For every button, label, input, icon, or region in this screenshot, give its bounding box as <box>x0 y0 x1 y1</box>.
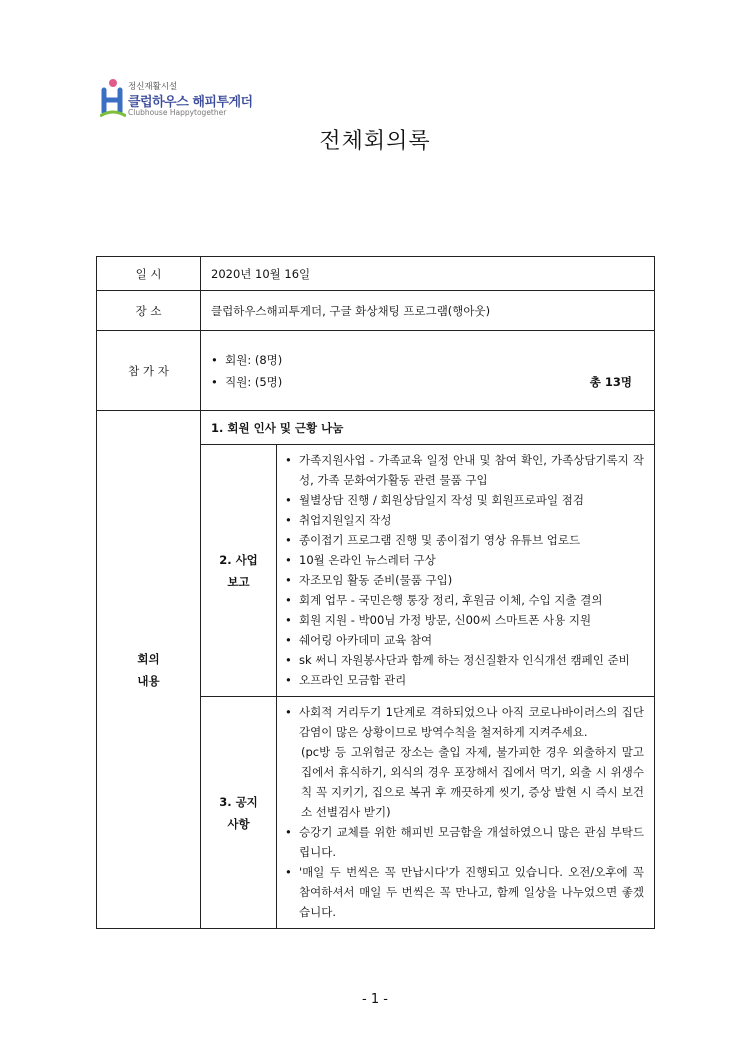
organization-logo <box>100 78 260 120</box>
section3-content <box>277 697 655 929</box>
report-item: • 가족지원사업 - 가족교육 일정 안내 및 참여 확인, 가족상담기록지 작성, 가족 문화여가활동 관련 물품 구입 <box>299 450 644 490</box>
place-value: 클럽하우스해피투게더, 구글 화상채팅 프로그램(행아웃) <box>201 291 655 331</box>
report-item: • 회계 업무 - 국민은행 통장 정리, 후원금 이체, 수입 지출 결의 <box>299 590 644 610</box>
section2-content <box>277 445 655 697</box>
page-number: - 1 - <box>362 992 388 1007</box>
report-item: • 월별상담 진행 / 회원상담일지 작성 및 회원프로파일 점검 <box>299 490 644 510</box>
content-label-line2: 내용 <box>137 673 160 688</box>
section1-row <box>97 411 655 445</box>
clubhouse-logo-icon <box>100 78 126 118</box>
section2-label-line1: 2. 사업 <box>219 552 258 567</box>
logo-caption: 정신재활시설 <box>128 82 178 92</box>
bullet-icon: • <box>211 374 218 389</box>
section3-list <box>277 702 654 922</box>
section1-heading: 1. 회원 인사 및 근황 나눔 <box>201 411 655 445</box>
staff-count: 직원: (5명) <box>225 374 283 389</box>
members-line <box>211 349 632 371</box>
report-item: • 오프라인 모금함 관리 <box>299 670 644 690</box>
attendees-label: 참 가 자 <box>97 331 201 411</box>
section3-label <box>201 697 277 929</box>
notice-item: • '매일 두 번씩은 꼭 만납시다'가 진행되고 있습니다. 오전/오후에 꼭 참여하셔서 매일 두 번씩은 꼭 만나고, 함께 일상을 나누었으면 좋겠습니다. <box>299 862 644 922</box>
report-item: • 10월 온라인 뉴스레터 구상 <box>299 550 644 570</box>
place-label: 장 소 <box>97 291 201 331</box>
date-label: 일 시 <box>97 257 201 291</box>
notice-item: • 승강기 교체를 위한 해피빈 모금함을 개설하였으니 많은 관심 부탁드립니다. <box>299 822 644 862</box>
members-count: 회원: (8명) <box>225 352 283 367</box>
content-label-line1: 회의 <box>137 651 160 666</box>
logo-name: 클럽하우스 해피투게더 <box>128 95 253 110</box>
report-item: • 취업지원일지 작성 <box>299 510 644 530</box>
section2-label <box>201 445 277 697</box>
section2-list <box>277 450 654 690</box>
bullet-icon: • <box>211 352 218 367</box>
report-item: • 회원 지원 - 박00님 가정 방문, 신00씨 스마트폰 사용 지원 <box>299 610 644 630</box>
notice-detail: (pc방 등 고위험군 장소는 출입 자제, 불가피한 경우 외출하지 말고 집에서 휴식하기, 외식의 경우 포장해서 집에서 먹기, 외출 시 위생수칙 꼭 지키기, 집으로 복귀 후 깨끗하게 씻기, 증상 발현 시 즉시 보건소 선별검사 받기) <box>301 745 645 819</box>
place-row <box>97 291 655 331</box>
date-row <box>97 257 655 291</box>
section3-label-line2: 사항 <box>227 816 250 831</box>
minutes-table <box>96 256 655 929</box>
report-item: • 자조모임 활동 준비(물품 구입) <box>299 570 644 590</box>
attendees-cell <box>201 331 655 411</box>
report-item: • 종이접기 프로그램 진행 및 종이접기 영상 유튜브 업로드 <box>299 530 644 550</box>
report-item: • 쉐어링 아카데미 교육 참여 <box>299 630 644 650</box>
content-label <box>97 411 201 929</box>
attendees-row <box>97 331 655 411</box>
report-item: • sk 써니 자원봉사단과 함께 하는 정신질환자 인식개선 캠페인 준비 <box>299 650 644 670</box>
notice-item <box>299 702 644 822</box>
notice-text: 사회적 거리두기 1단계로 격하되었으나 아직 코로나바이러스의 집단감염이 많은 상황이므로 방역수칙을 철저하게 지켜주세요. <box>299 705 645 739</box>
logo-english-name: Clubhouse Happytogether <box>128 108 227 117</box>
total-count: 총 13명 <box>589 374 633 389</box>
section3-label-line1: 3. 공지 <box>219 794 258 809</box>
staff-line <box>211 371 632 393</box>
section2-label-line2: 보고 <box>227 574 250 589</box>
date-value: 2020년 10월 16일 <box>201 257 655 291</box>
document-title: 전체회의록 <box>319 129 431 154</box>
